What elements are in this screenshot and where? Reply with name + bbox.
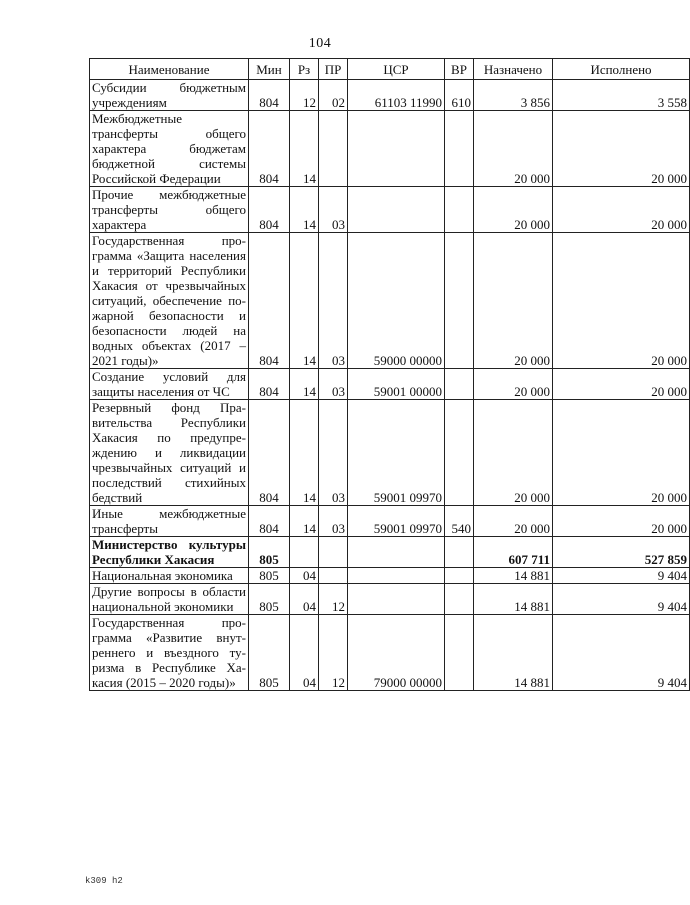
cell-nazn: 20 000 bbox=[474, 233, 553, 369]
cell-min: 805 bbox=[249, 584, 290, 615]
table-row bbox=[90, 400, 690, 506]
header-vr: ВР bbox=[445, 59, 474, 80]
cell-csr: 59001 09970 bbox=[348, 400, 445, 506]
cell-isp: 9 404 bbox=[553, 568, 690, 584]
header-name: Наименование bbox=[90, 59, 249, 80]
cell-min: 804 bbox=[249, 506, 290, 537]
cell-name: Государственная программа «Защита населения и территорий Республики Хакасия от чрезвычайных ситуаций, обеспечение пожарной безопасности и безопасности людей на водных объектах (2017 – 2021 годы)» bbox=[90, 233, 249, 369]
cell-vr bbox=[445, 400, 474, 506]
cell-isp: 3 558 bbox=[553, 80, 690, 111]
cell-min: 804 bbox=[249, 80, 290, 111]
cell-pr: 02 bbox=[319, 80, 348, 111]
cell-nazn: 20 000 bbox=[474, 111, 553, 187]
cell-isp: 527 859 bbox=[553, 537, 690, 568]
cell-rz: 14 bbox=[290, 400, 319, 506]
cell-isp: 20 000 bbox=[553, 233, 690, 369]
cell-pr: 03 bbox=[319, 400, 348, 506]
cell-pr: 03 bbox=[319, 187, 348, 233]
table-row bbox=[90, 111, 690, 187]
budget-table bbox=[89, 58, 690, 691]
cell-nazn: 20 000 bbox=[474, 400, 553, 506]
cell-nazn: 14 881 bbox=[474, 568, 553, 584]
cell-name: Министерство культуры Республики Хакасия bbox=[90, 537, 249, 568]
table-row bbox=[90, 80, 690, 111]
cell-pr bbox=[319, 111, 348, 187]
table-row bbox=[90, 615, 690, 691]
cell-min: 805 bbox=[249, 537, 290, 568]
cell-vr bbox=[445, 111, 474, 187]
cell-name: Иные межбюджетные трансферты bbox=[90, 506, 249, 537]
cell-pr: 03 bbox=[319, 369, 348, 400]
cell-vr bbox=[445, 615, 474, 691]
cell-pr: 12 bbox=[319, 584, 348, 615]
cell-nazn: 14 881 bbox=[474, 615, 553, 691]
cell-rz: 04 bbox=[290, 568, 319, 584]
cell-nazn: 3 856 bbox=[474, 80, 553, 111]
header-pr: ПР bbox=[319, 59, 348, 80]
table-row bbox=[90, 506, 690, 537]
cell-csr: 59000 00000 bbox=[348, 233, 445, 369]
cell-csr: 79000 00000 bbox=[348, 615, 445, 691]
cell-rz: 14 bbox=[290, 111, 319, 187]
cell-isp: 20 000 bbox=[553, 187, 690, 233]
cell-name: Резервный фонд Правительства Республики Хакасия по предупреждению и ликвидации чрезвычайных ситуаций и последствий стихийных бедствий bbox=[90, 400, 249, 506]
cell-nazn: 20 000 bbox=[474, 506, 553, 537]
cell-csr: 59001 00000 bbox=[348, 369, 445, 400]
cell-nazn: 14 881 bbox=[474, 584, 553, 615]
cell-pr: 03 bbox=[319, 233, 348, 369]
footer-code: k309 h2 bbox=[85, 876, 123, 886]
cell-min: 804 bbox=[249, 369, 290, 400]
cell-min: 805 bbox=[249, 568, 290, 584]
cell-csr bbox=[348, 568, 445, 584]
cell-min: 804 bbox=[249, 111, 290, 187]
cell-csr bbox=[348, 537, 445, 568]
table-row bbox=[90, 187, 690, 233]
cell-csr: 59001 09970 bbox=[348, 506, 445, 537]
table-row bbox=[90, 369, 690, 400]
page-number: 104 bbox=[308, 36, 332, 51]
header-min: Мин bbox=[249, 59, 290, 80]
header-csr: ЦСР bbox=[348, 59, 445, 80]
cell-min: 804 bbox=[249, 187, 290, 233]
cell-name: Другие вопросы в области национальной экономики bbox=[90, 584, 249, 615]
cell-isp: 9 404 bbox=[553, 615, 690, 691]
cell-rz: 14 bbox=[290, 506, 319, 537]
cell-name: Прочие межбюджетные трансферты общего характера bbox=[90, 187, 249, 233]
cell-pr: 03 bbox=[319, 506, 348, 537]
cell-pr bbox=[319, 568, 348, 584]
cell-name: Создание условий для защиты населения от ЧС bbox=[90, 369, 249, 400]
cell-vr bbox=[445, 584, 474, 615]
cell-isp: 20 000 bbox=[553, 111, 690, 187]
cell-isp: 20 000 bbox=[553, 506, 690, 537]
cell-csr bbox=[348, 111, 445, 187]
cell-rz bbox=[290, 537, 319, 568]
table-header-row bbox=[90, 59, 690, 80]
table-row bbox=[90, 568, 690, 584]
cell-nazn: 607 711 bbox=[474, 537, 553, 568]
cell-min: 805 bbox=[249, 615, 290, 691]
cell-min: 804 bbox=[249, 400, 290, 506]
cell-nazn: 20 000 bbox=[474, 369, 553, 400]
cell-name: Межбюджетные трансферты общего характера бюджетам бюджетной системы Российской Федерации bbox=[90, 111, 249, 187]
cell-vr: 610 bbox=[445, 80, 474, 111]
cell-csr: 61103 11990 bbox=[348, 80, 445, 111]
cell-vr bbox=[445, 537, 474, 568]
table-row bbox=[90, 537, 690, 568]
cell-rz: 04 bbox=[290, 615, 319, 691]
cell-vr: 540 bbox=[445, 506, 474, 537]
cell-name: Субсидии бюджетным учреждениям bbox=[90, 80, 249, 111]
cell-pr: 12 bbox=[319, 615, 348, 691]
cell-rz: 14 bbox=[290, 187, 319, 233]
cell-csr bbox=[348, 584, 445, 615]
header-isp: Исполнено bbox=[553, 59, 690, 80]
cell-rz: 14 bbox=[290, 369, 319, 400]
cell-isp: 20 000 bbox=[553, 369, 690, 400]
cell-vr bbox=[445, 369, 474, 400]
cell-vr bbox=[445, 568, 474, 584]
cell-rz: 04 bbox=[290, 584, 319, 615]
table-body bbox=[90, 80, 690, 691]
cell-vr bbox=[445, 187, 474, 233]
cell-isp: 9 404 bbox=[553, 584, 690, 615]
cell-pr bbox=[319, 537, 348, 568]
cell-csr bbox=[348, 187, 445, 233]
cell-nazn: 20 000 bbox=[474, 187, 553, 233]
table-row bbox=[90, 584, 690, 615]
cell-name: Государственная программа «Развитие внутреннего и въездного туризма в Республике Хакасия (2015 – 2020 годы)» bbox=[90, 615, 249, 691]
header-nazn: Назначено bbox=[474, 59, 553, 80]
table-row bbox=[90, 233, 690, 369]
cell-rz: 12 bbox=[290, 80, 319, 111]
cell-rz: 14 bbox=[290, 233, 319, 369]
cell-vr bbox=[445, 233, 474, 369]
cell-isp: 20 000 bbox=[553, 400, 690, 506]
header-rz: Рз bbox=[290, 59, 319, 80]
cell-min: 804 bbox=[249, 233, 290, 369]
cell-name: Национальная экономика bbox=[90, 568, 249, 584]
